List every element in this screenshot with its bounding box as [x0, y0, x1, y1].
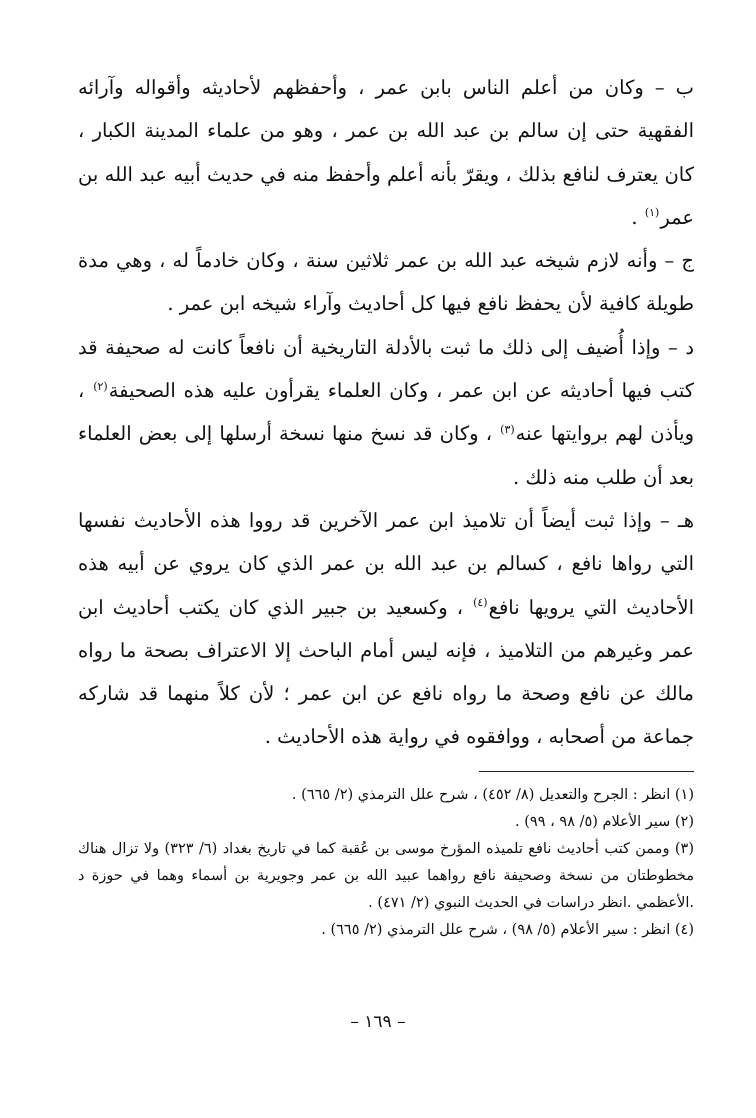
footnote-ref-1[interactable]: (١): [644, 206, 660, 220]
paragraph-d-tail: ، وكان قد نسخ منها نسخة أرسلها إلى بعض العلماء بعد أن طلب منه ذلك .: [78, 422, 694, 489]
paragraph-j-text: ج – وأنه لازم شيخه عبد الله بن عمر ثلاثين سنة ، وكان خادماً له ، وهي مدة طويلة كافية لأن يحفظ نافع فيها كل أحاديث وآراء شيخه ابن عمر .: [78, 249, 694, 316]
paragraph-d-middle: ، ويأذن لهم بروايتها عنه: [78, 379, 694, 446]
footnote-ref-3[interactable]: (٣): [500, 422, 515, 436]
paragraph-b: [78, 66, 694, 239]
footnote-ref-4[interactable]: (٤): [473, 596, 488, 610]
footnote-separator: [479, 771, 694, 772]
page-number: – ١٦٩ –: [350, 1012, 406, 1032]
paragraph-b-text: ب – وكان من أعلم الناس بابن عمر ، وأحفظهم لأحاديثه وأقواله وآرائه الفقهية حتى إن سالم بن عبد الله بن عمر ، وهو من علماء المدينة الكبار ، كان يعترف لنافع بذلك ، ويقرّ بأنه أعلم وأحفظ منه في حديث أبيه عبد الله بن عمر: [78, 76, 694, 229]
main-text: [78, 66, 694, 759]
footnotes: [78, 782, 694, 944]
paragraph-h-text: هـ – وإذا ثبت أيضاً أن تلاميذ ابن عمر الآخرين قد رووا هذه الأحاديث نفسها التي رواها نافع ، كسالم بن عبد الله بن عمر الذي كان يروي عن أبيه هذه الأحاديث التي يرويها نافع: [78, 508, 694, 619]
footnote-1: (١) انظر : الجرح والتعديل (٨/ ٤٥٢) ، شرح علل الترمذي (٢/ ٦٦٥) .: [291, 786, 694, 803]
paragraph-h-tail: ، وكسعيد بن جبير الذي كان يكتب أحاديث ابن عمر وغيرهم من التلاميذ ، فإنه ليس أمام الباحث إلا الاعتراف بصحة ما رواه مالك عن نافع وصحة ما رواه نافع عن ابن عمر ؛ لأن كلاً منهما قد شاركه جماعة من أصحابه ، ووافقوه في رواية هذه الأحاديث .: [78, 595, 694, 749]
footnote-3: (٣) وممن كتب أحاديث نافع تلميذه المؤرخ موسى بن عُقبة كما في تاريخ بغداد (٦/ ٣٢٣) ولا تزال هناك مخطوطتان من نسخة وصحيفة نافع رواهما عبيد الله بن عمر وجويرية بن أسماء وهما في حوزة د .الأعظمي .انظر دراسات في الحديث النبوي (٢/ ٤٧١) .: [78, 840, 694, 911]
footnote-2: (٢) سير الأعلام (٥/ ٩٨ ، ٩٩) .: [515, 813, 694, 830]
paragraph-d: [78, 326, 694, 499]
paragraph-b-tail: .: [631, 205, 644, 229]
paragraph-h: [78, 499, 694, 759]
book-page: [78, 66, 694, 1118]
footnote-ref-2[interactable]: (٢): [93, 379, 108, 393]
footnote-4: (٤) انظر : سير الأعلام (٥/ ٩٨) ، شرح علل الترمذي (٢/ ٦٦٥) .: [321, 921, 694, 938]
paragraph-d-text: د – وإذا أُضيف إلى ذلك ما ثبت بالأدلة التاريخية أن نافعاً كانت له صحيفة قد كتب فيها أحاديثه عن ابن عمر ، وكان العلماء يقرأون عليه هذه الصحيفة: [78, 335, 694, 403]
paragraph-j: [78, 239, 694, 326]
